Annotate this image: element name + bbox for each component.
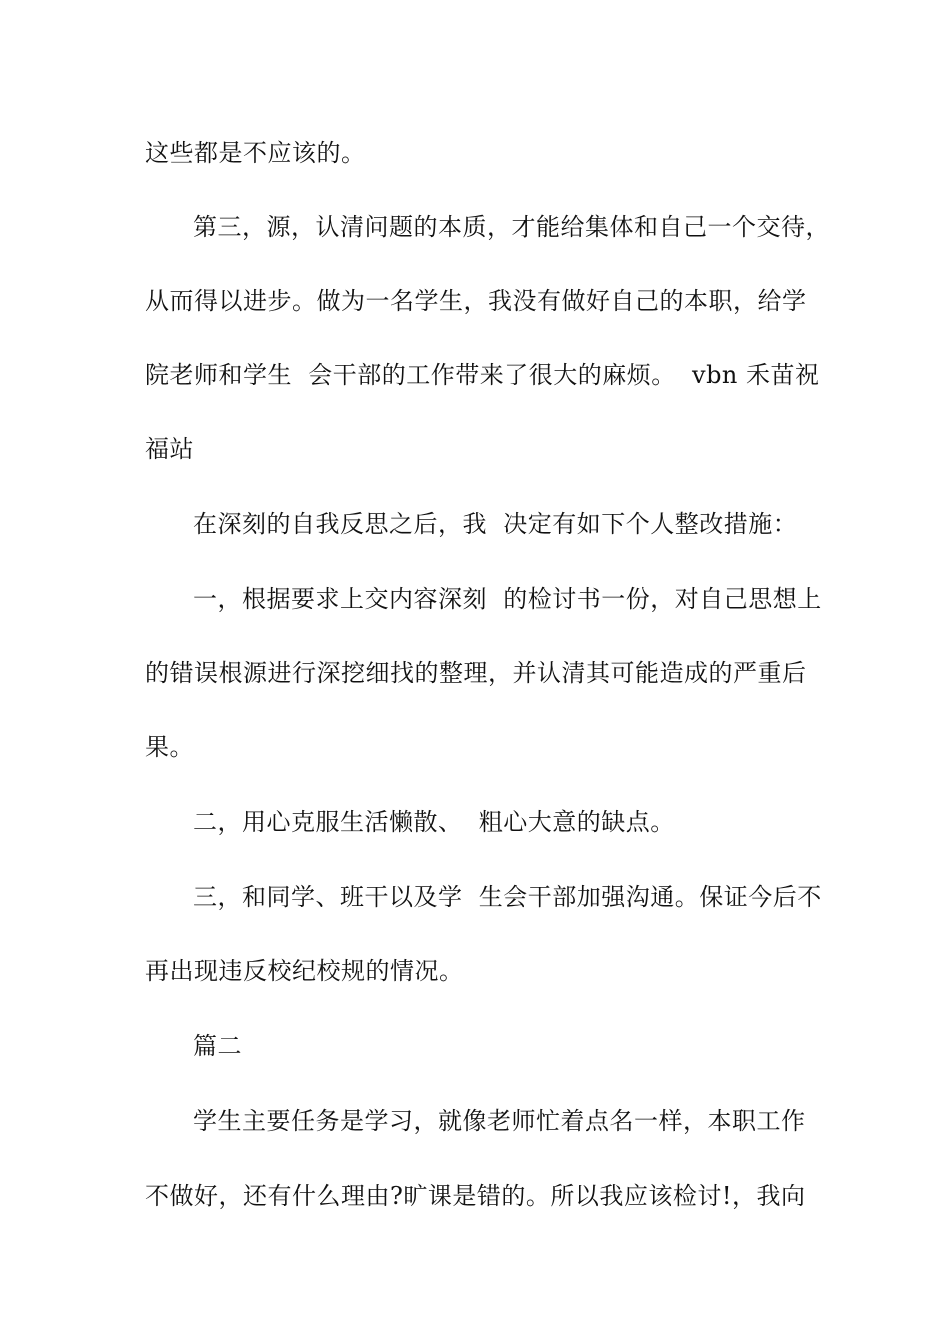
text-line: 从而得以进步。做为一名学生，我没有做好自己的本职，给学 xyxy=(145,287,807,315)
paragraph-start: 学生主要任务是学习，就像老师忙着点名一样，本职工作 xyxy=(193,1107,806,1135)
text-line: 院老师和学生 会干部的工作带来了很大的麻烦。 vbn 禾苗祝 xyxy=(145,361,820,389)
paragraph-start: 一，根据要求上交内容深刻 的检讨书一份，对自己思想上 xyxy=(193,585,822,613)
text-line: 福站 xyxy=(145,435,194,463)
text-line: 不做好，还有什么理由?旷课是错的。所以我应该检讨!，我向 xyxy=(145,1182,806,1210)
section-heading: 篇二 xyxy=(193,1032,242,1060)
paragraph-start: 第三，源，认清问题的本质，才能给集体和自己一个交待， xyxy=(193,213,830,241)
text-line: 的错误根源进行深挖细找的整理，并认清其可能造成的严重后 xyxy=(145,659,807,687)
text-line: 这些都是不应该的。 xyxy=(145,139,366,167)
paragraph-start: 在深刻的自我反思之后，我 决定有如下个人整改措施： xyxy=(193,510,798,538)
text-line: 果。 xyxy=(145,733,194,761)
paragraph-start: 二，用心克服生活懒散、 粗心大意的缺点。 xyxy=(193,808,675,836)
paragraph-start: 三，和同学、班干以及学 生会干部加强沟通。保证今后不 xyxy=(193,883,822,911)
text-line: 再出现违反校纪校规的情况。 xyxy=(145,957,464,985)
